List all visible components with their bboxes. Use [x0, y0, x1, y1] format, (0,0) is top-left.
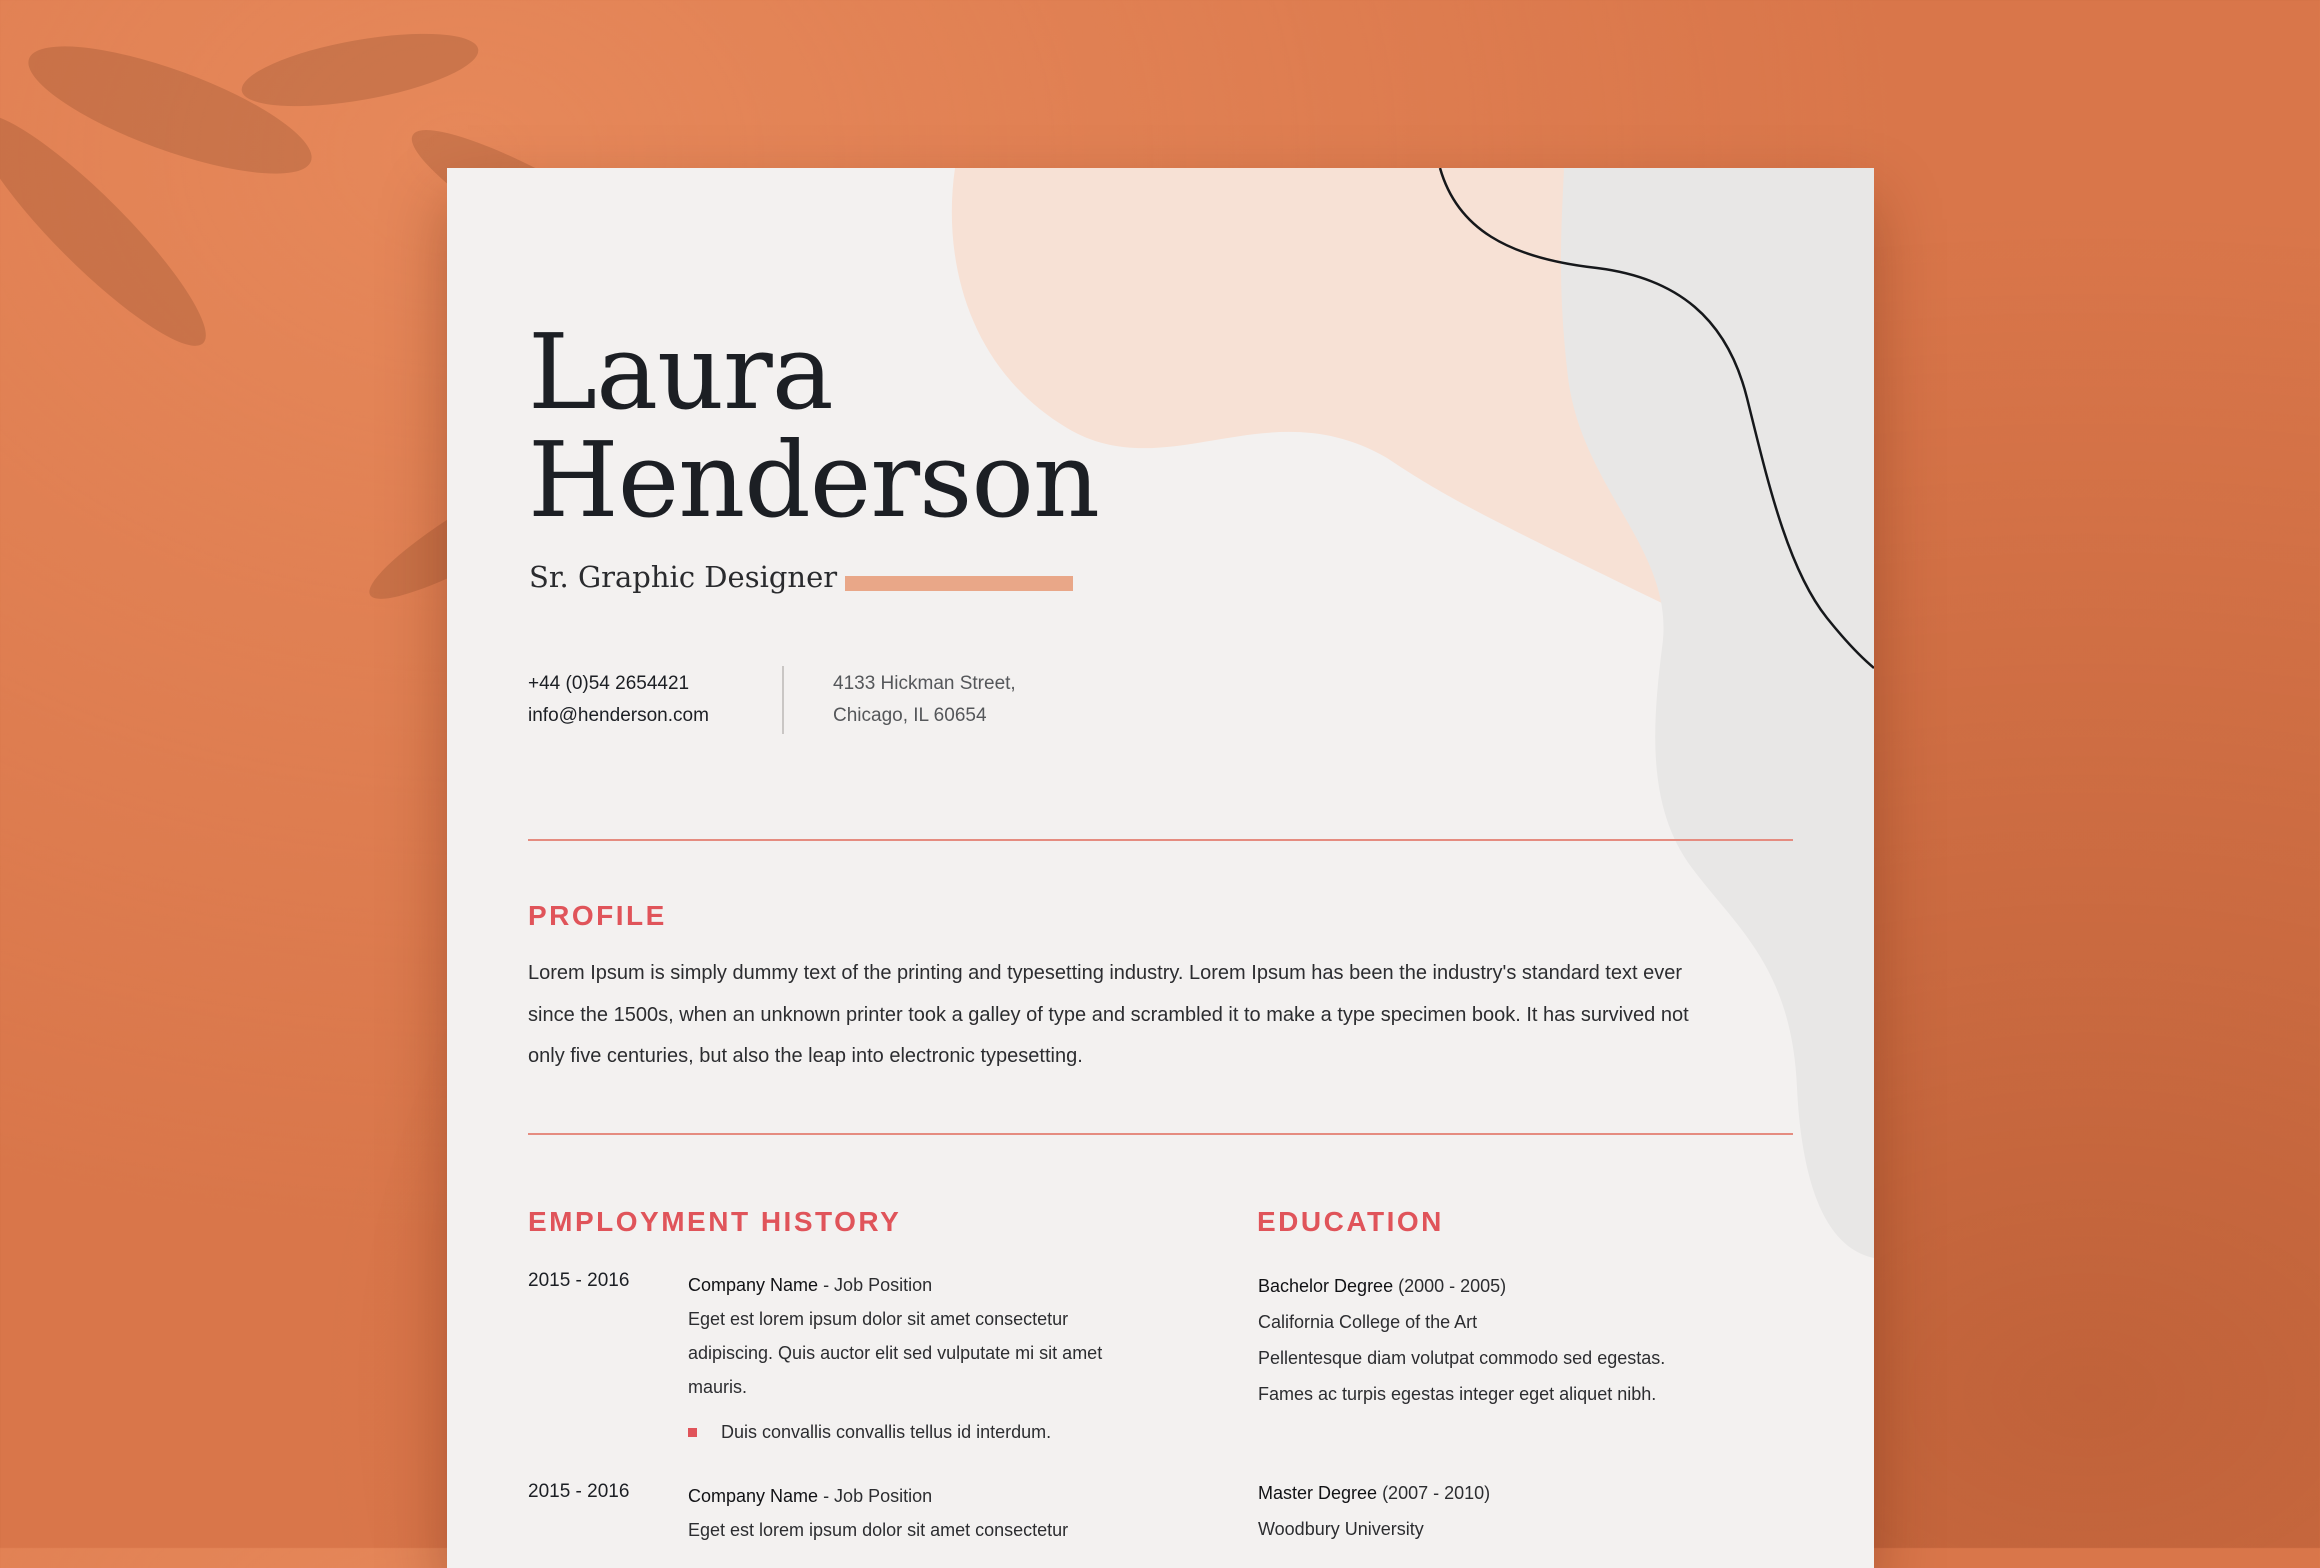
- bullet-square-icon: [688, 1428, 697, 1437]
- address-line-2: Chicago, IL 60654: [833, 705, 987, 726]
- job-position: - Job Position: [818, 1275, 933, 1295]
- email-address: info@henderson.com: [528, 705, 709, 726]
- employment-bullet: [688, 1415, 1148, 1449]
- education-description-1: Pellentesque diam volutpat commodo sed egestas.: [1258, 1348, 1666, 1368]
- degree-name: Bachelor Degree: [1258, 1276, 1394, 1296]
- education-heading: EDUCATION: [1257, 1206, 1444, 1237]
- job-title: Sr. Graphic Designer: [529, 560, 838, 594]
- employment-header: [688, 1268, 1148, 1302]
- first-name: Laura: [528, 311, 833, 433]
- job-position: - Job Position: [818, 1486, 933, 1506]
- bullet-text: Duis convallis convallis tellus id interdum.: [721, 1422, 1052, 1442]
- education-entry: [1258, 1475, 1818, 1547]
- title-accent-bar: [845, 576, 1073, 591]
- employment-description: Eget est lorem ipsum dolor sit amet consectetur adipiscing. Quis auctor elit sed vulputate mi sit amet mauris.: [688, 1309, 1103, 1397]
- employment-details: [688, 1268, 1148, 1449]
- employment-details: [688, 1479, 1148, 1547]
- section-divider: [528, 1133, 1793, 1135]
- profile-text: Lorem Ipsum is simply dummy text of the printing and typesetting industry. Lorem Ipsum has been the industry's standard text ever since the 1500s, when an unknown printer took a galley of type and scrambled it to make a type specimen book. It has survived not only five centuries, but also the leap into electronic typesetting.: [528, 962, 1689, 1067]
- employment-years: 2015 - 2016: [528, 1270, 630, 1291]
- contact-divider: [782, 666, 784, 734]
- address-block: [833, 668, 1016, 732]
- phone-number: +44 (0)54 2654421: [528, 673, 690, 694]
- section-divider: [528, 839, 1793, 841]
- degree-years: (2007 - 2010): [1377, 1483, 1491, 1503]
- employment-years: 2015 - 2016: [528, 1481, 630, 1502]
- last-name: Henderson: [528, 419, 1100, 541]
- employment-description: Eget est lorem ipsum dolor sit amet consectetur: [688, 1520, 1069, 1540]
- employment-history-heading: EMPLOYMENT HISTORY: [528, 1206, 902, 1237]
- education-header: [1258, 1475, 1818, 1511]
- degree-name: Master Degree: [1258, 1483, 1378, 1503]
- education-entry: [1258, 1268, 1818, 1412]
- candidate-name: [528, 311, 1100, 541]
- education-header: [1258, 1268, 1818, 1304]
- education-description-2: Fames ac turpis egestas integer eget aliquet nibh.: [1258, 1384, 1657, 1404]
- company-name: Company Name: [688, 1486, 819, 1506]
- resume-page: [447, 168, 1874, 1568]
- contact-block: [528, 668, 709, 732]
- company-name: Company Name: [688, 1275, 819, 1295]
- school-name: California College of the Art: [1258, 1312, 1478, 1332]
- address-line-1: 4133 Hickman Street,: [833, 673, 1016, 694]
- degree-years: (2000 - 2005): [1393, 1276, 1507, 1296]
- profile-heading: PROFILE: [528, 900, 667, 931]
- school-name: Woodbury University: [1258, 1519, 1424, 1539]
- employment-header: [688, 1479, 1148, 1513]
